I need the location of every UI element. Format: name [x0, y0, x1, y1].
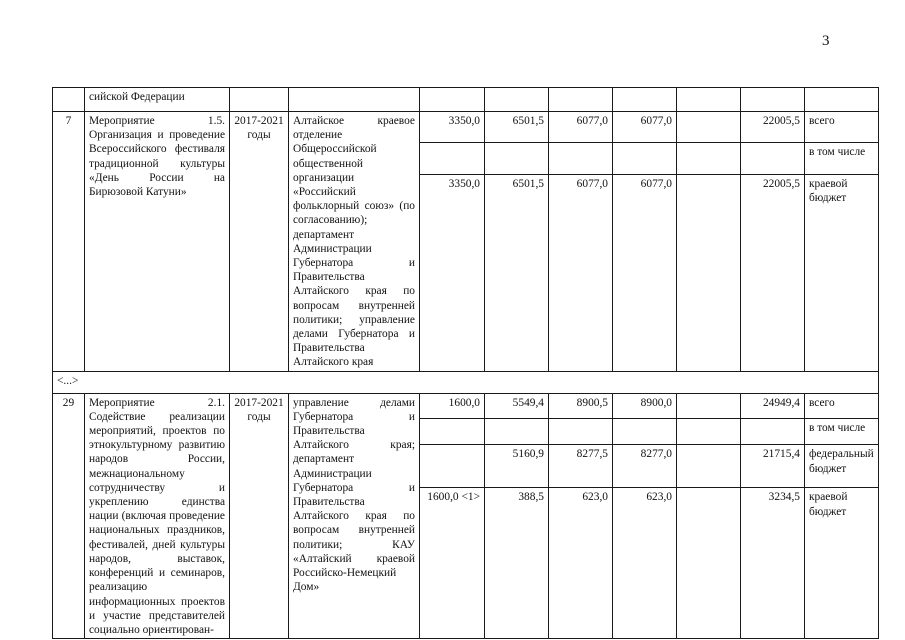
cell-2020: 8900,0	[613, 393, 677, 419]
cell-funding-source: федеральный бюджет	[805, 445, 879, 488]
cell-2020: 8277,0	[613, 445, 677, 488]
cell-2017: 1600,0	[420, 393, 485, 419]
cell	[549, 143, 613, 174]
cell-2021	[677, 488, 741, 639]
cell-period: 2017-2021 годы	[230, 112, 289, 372]
cell-2019: 6077,0	[549, 112, 613, 143]
cell	[485, 419, 549, 445]
cell	[420, 88, 485, 112]
cell	[613, 143, 677, 174]
separator-cell: <...>	[53, 371, 879, 393]
cell	[420, 419, 485, 445]
cell-sum: 22005,5	[741, 174, 805, 371]
cell-2020: 6077,0	[613, 112, 677, 143]
cell-funding-source: краевой бюджет	[805, 488, 879, 639]
cell-period: 2017-2021 годы	[230, 393, 289, 638]
cell-activity-name: Мероприятие 2.1. Содействие реализации мероприятий, проектов по этнокультурному развитию народов России, межнациональному сотрудничеству и укреплению единства нации (включая проведение национальных праздников, фестивалей, дней культуры народов, выставок, конференций и семинаров, реализацию информационных проектов и участие представителей социально ориентирован-	[85, 393, 230, 638]
table-row	[53, 112, 879, 143]
cell-2019: 8277,5	[549, 445, 613, 488]
cell-2020: 623,0	[613, 488, 677, 639]
cell-funding-source: краевой бюджет	[805, 174, 879, 371]
cell-name: сийской Федерации	[85, 88, 230, 112]
cell	[613, 88, 677, 112]
cell-funding-source: в том числе	[805, 143, 879, 174]
cell-sum: 21715,4	[741, 445, 805, 488]
cell-2018: 388,5	[485, 488, 549, 639]
cell-activity-name: Мероприятие 1.5. Организация и проведение Всероссийского фестиваля традиционной культуры «День России на Бирюзовой Катуни»	[85, 112, 230, 372]
cell-2017: 3350,0	[420, 112, 485, 143]
cell-sum: 22005,5	[741, 112, 805, 143]
cell-2021	[677, 174, 741, 371]
cell-2018: 6501,5	[485, 174, 549, 371]
cell-2017	[420, 445, 485, 488]
cell	[677, 88, 741, 112]
cell	[613, 419, 677, 445]
cell-sum: 3234,5	[741, 488, 805, 639]
cell	[805, 88, 879, 112]
cell-2019: 6077,0	[549, 174, 613, 371]
cell	[677, 143, 741, 174]
cell	[289, 88, 420, 112]
cell-executors: Алтайское краевое отделение Общероссийской общественной организации «Российский фольклорный союз» (по согласованию); департамент Администрации Губернатора и Правительства Алтайского края по вопросам внутренней политики; управление делами Губернатора и Правительства Алтайского края	[289, 112, 420, 372]
table-row-separator	[53, 371, 879, 393]
table-row	[53, 393, 879, 419]
cell-2018: 5160,9	[485, 445, 549, 488]
cell-funding-source: всего	[805, 393, 879, 419]
cell	[485, 143, 549, 174]
cell-row-number: 7	[53, 112, 85, 372]
cell	[741, 88, 805, 112]
cell-funding-source: всего	[805, 112, 879, 143]
cell-2020: 6077,0	[613, 174, 677, 371]
program-table	[52, 87, 879, 639]
cell	[549, 88, 613, 112]
cell-2017: 3350,0	[420, 174, 485, 371]
cell-2021	[677, 112, 741, 143]
cell	[741, 143, 805, 174]
cell-2019: 8900,5	[549, 393, 613, 419]
cell-2018: 5549,4	[485, 393, 549, 419]
cell-2021	[677, 445, 741, 488]
table-row	[53, 88, 879, 112]
cell-funding-source: в том числе	[805, 419, 879, 445]
cell-2021	[677, 393, 741, 419]
cell	[53, 88, 85, 112]
cell-executors: управление делами Губернатора и Правительства Алтайского края; департамент Администрации Губернатора и Правительства Алтайского края по вопросам внутренней политики; КАУ «Алтайский краевой Российско-Немецкий Дом»	[289, 393, 420, 638]
cell-sum: 24949,4	[741, 393, 805, 419]
cell	[677, 419, 741, 445]
cell-2018: 6501,5	[485, 112, 549, 143]
cell	[741, 419, 805, 445]
cell	[420, 143, 485, 174]
cell-row-number: 29	[53, 393, 85, 638]
cell-2017: 1600,0 <1>	[420, 488, 485, 639]
page-number: 3	[822, 33, 830, 49]
cell	[549, 419, 613, 445]
cell	[485, 88, 549, 112]
cell-2019: 623,0	[549, 488, 613, 639]
cell	[230, 88, 289, 112]
